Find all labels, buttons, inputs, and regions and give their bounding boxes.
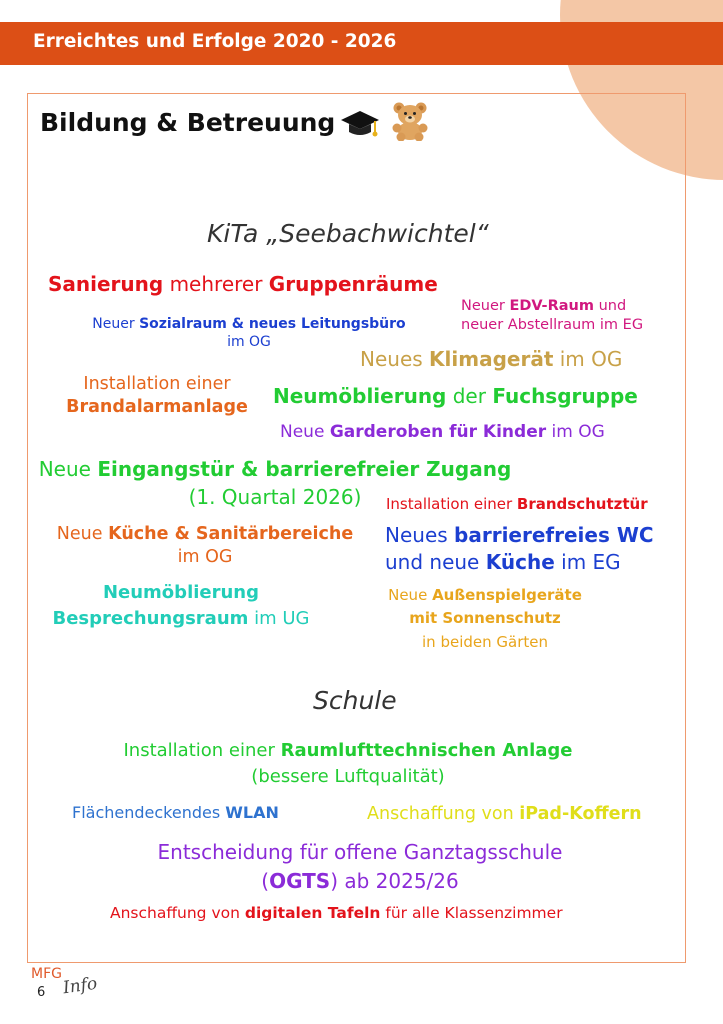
schule-heading: Schule [313, 686, 397, 715]
header-title: Erreichtes und Erfolge 2020 - 2026 [33, 31, 397, 52]
item-brandalarm: Installation einer Brandalarmanlage [66, 374, 248, 417]
item-klimageraet: Neues Klimagerät im OG [360, 347, 623, 371]
teddy-bear-icon [389, 101, 431, 141]
footer-brand: MFG [31, 966, 62, 982]
graduation-cap-icon [340, 107, 380, 141]
section-title: Bildung & Betreuung [40, 108, 336, 137]
item-ipad: Anschaffung von iPad-Koffern [367, 804, 642, 824]
item-kueche-sanitaer: Neue Küche & Sanitärbereiche im OG [56, 524, 354, 567]
item-eingangstuer: Neue Eingangstür & barrierefreier Zugang (1. Quartal 2026) [38, 457, 512, 509]
kita-heading: KiTa „Seebachwichtel“ [207, 219, 489, 248]
item-raumluft: Installation einer Raumlufttechnischen Anlage (bessere Luftqualität) [123, 740, 573, 788]
item-sanierung: Sanierung mehrerer Gruppenräume [48, 272, 438, 296]
item-aussenspielgeraete: Neue Außenspielgeräte mit Sonnenschutz in beiden Gärten [388, 586, 582, 651]
item-brandschutztuer: Installation einer Brandschutztür [386, 495, 648, 513]
item-sozialraum: Neuer Sozialraum & neues Leitungsbüro im OG [92, 316, 406, 351]
item-barrierefreies-wc: Neues barrierefreies WC und neue Küche im EG [385, 523, 654, 574]
item-fuchsgruppe: Neumöblierung der Fuchsgruppe [273, 384, 638, 408]
item-edv-raum: Neuer EDV-Raum und neuer Abstellraum im EG [461, 298, 644, 333]
item-ogts: Entscheidung für offene Ganztagsschule (OGTS) ab 2025/26 [157, 840, 563, 893]
item-wlan: Flächendeckendes WLAN [72, 803, 279, 822]
page-number: 6 [37, 985, 46, 1000]
item-besprechungsraum: Neumöblierung Besprechungsraum im UG [52, 582, 310, 630]
item-digitale-tafeln: Anschaffung von digitalen Tafeln für alle Klassenzimmer [110, 904, 563, 922]
item-garderoben: Neue Garderoben für Kinder im OG [280, 422, 605, 442]
footer-info: Info [61, 973, 99, 999]
